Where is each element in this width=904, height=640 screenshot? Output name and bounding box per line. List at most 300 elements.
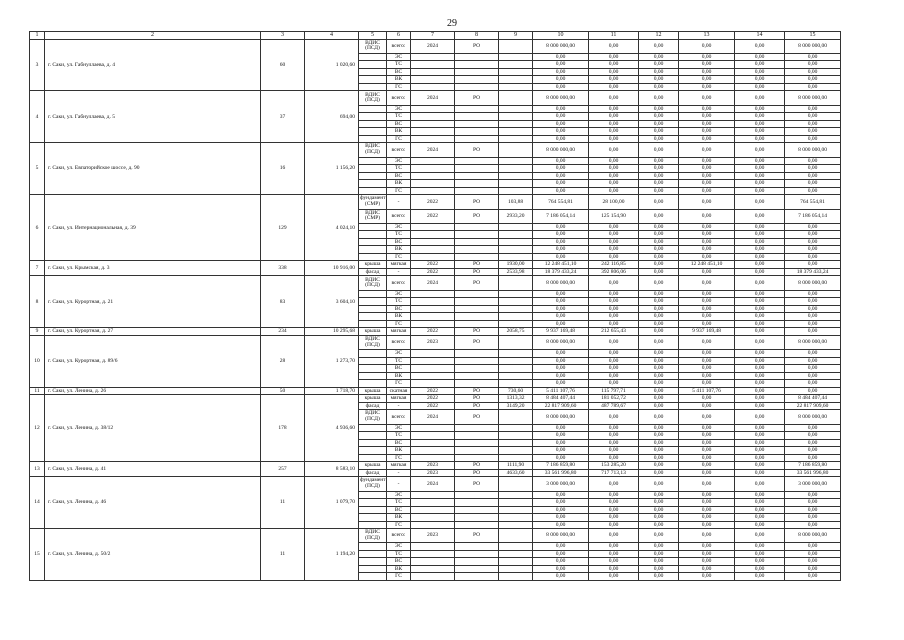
- col-9-value: [499, 165, 533, 173]
- header-cell-13: 13: [679, 32, 735, 40]
- col-12-value: 0,00: [639, 372, 679, 380]
- work-type: [359, 231, 387, 239]
- col-14-value: 0,00: [735, 157, 785, 165]
- residents-count: 257: [261, 462, 305, 477]
- col-7-value: [411, 53, 455, 61]
- col-15-value: 7 186 054,14: [785, 209, 841, 223]
- col-6-value: ВС: [387, 68, 411, 76]
- col-6-value: ГС: [387, 573, 411, 581]
- col-12-value: 0,00: [639, 380, 679, 388]
- col-7-value: [411, 380, 455, 388]
- col-12-value: 0,00: [639, 573, 679, 581]
- col-7-value: 2022: [411, 268, 455, 276]
- col-11-value: 0,00: [589, 165, 639, 173]
- col-8-value: [455, 350, 499, 358]
- col-15-value: 0,00: [785, 128, 841, 136]
- col-11-value: 181 052,72: [589, 395, 639, 403]
- col-7-value: 2023: [411, 469, 455, 477]
- col-11-value: 0,00: [589, 477, 639, 491]
- col-10-value: 0,00: [533, 514, 589, 522]
- col-11-value: 0,00: [589, 558, 639, 566]
- col-10-value: 0,00: [533, 447, 589, 455]
- col-13-value: 0,00: [679, 550, 735, 558]
- col-8-value: [455, 506, 499, 514]
- col-8-value: [455, 290, 499, 298]
- col-9-value: [499, 454, 533, 462]
- building-address: г. Саки, ул. Ленина, д. 38/12: [45, 395, 261, 462]
- col-14-value: 0,00: [735, 91, 785, 105]
- col-14-value: 0,00: [735, 39, 785, 53]
- col-8-value: [455, 424, 499, 432]
- col-15-value: 0,00: [785, 439, 841, 447]
- col-11-value: 0,00: [589, 514, 639, 522]
- col-6-value: ВС: [387, 439, 411, 447]
- row-number: 13: [30, 462, 45, 477]
- col-12-value: 0,00: [639, 491, 679, 499]
- col-9-value: [499, 514, 533, 522]
- col-6-value: ГС: [387, 521, 411, 529]
- col-9-value: [499, 380, 533, 388]
- residents-count: 16: [261, 143, 305, 195]
- col-11-value: 0,00: [589, 180, 639, 188]
- building-area: 8 583,10: [305, 462, 359, 477]
- col-10-value: 0,00: [533, 157, 589, 165]
- col-10-value: 0,00: [533, 521, 589, 529]
- col-7-value: [411, 424, 455, 432]
- work-type: фасад: [359, 268, 387, 276]
- col-9-value: [499, 76, 533, 84]
- col-9-value: [499, 113, 533, 121]
- col-7-value: [411, 447, 455, 455]
- work-type: [359, 357, 387, 365]
- col-10-value: 3 000 000,00: [533, 477, 589, 491]
- col-12-value: 0,00: [639, 180, 679, 188]
- col-14-value: 0,00: [735, 573, 785, 581]
- col-10-value: 0,00: [533, 372, 589, 380]
- col-8-value: [455, 372, 499, 380]
- col-7-value: [411, 180, 455, 188]
- col-7-value: [411, 454, 455, 462]
- col-13-value: 0,00: [679, 402, 735, 410]
- col-7-value: [411, 231, 455, 239]
- col-7-value: 2024: [411, 276, 455, 290]
- col-10-value: 8 000 000,00: [533, 39, 589, 53]
- col-11-value: 717 713,13: [589, 469, 639, 477]
- building-address: г. Саки, ул. Крымская, д. 3: [45, 261, 261, 276]
- work-type: фундамент (СМР): [359, 195, 387, 209]
- col-12-value: 0,00: [639, 365, 679, 373]
- col-12-value: 0,00: [639, 550, 679, 558]
- col-13-value: 0,00: [679, 395, 735, 403]
- col-8-value: [455, 113, 499, 121]
- col-6-value: мягкая: [387, 395, 411, 403]
- col-8-value: [455, 565, 499, 573]
- col-6-value: ТС: [387, 499, 411, 507]
- col-13-value: 0,00: [679, 320, 735, 328]
- col-11-value: 0,00: [589, 320, 639, 328]
- col-11-value: 0,00: [589, 61, 639, 69]
- col-7-value: [411, 76, 455, 84]
- work-type: [359, 120, 387, 128]
- col-10-value: 0,00: [533, 61, 589, 69]
- col-7-value: 2022: [411, 261, 455, 269]
- col-7-value: [411, 68, 455, 76]
- col-7-value: [411, 432, 455, 440]
- col-7-value: 2023: [411, 335, 455, 349]
- col-15-value: 0,00: [785, 424, 841, 432]
- building-address: г. Саки, ул. Интернациональная, д. 39: [45, 195, 261, 261]
- row-number: 14: [30, 477, 45, 529]
- col-14-value: 0,00: [735, 454, 785, 462]
- col-7-value: 2024: [411, 91, 455, 105]
- col-14-value: 0,00: [735, 514, 785, 522]
- header-cell-15: 15: [785, 32, 841, 40]
- col-14-value: 0,00: [735, 113, 785, 121]
- col-8-value: [455, 432, 499, 440]
- col-14-value: 0,00: [735, 290, 785, 298]
- col-6-value: -: [387, 195, 411, 209]
- col-11-value: 0,00: [589, 113, 639, 121]
- col-6-value: всего:: [387, 335, 411, 349]
- col-12-value: 0,00: [639, 276, 679, 290]
- col-15-value: 22 817 909,60: [785, 402, 841, 410]
- table-row: [30, 143, 841, 157]
- col-6-value: -: [387, 469, 411, 477]
- col-12-value: 0,00: [639, 454, 679, 462]
- col-11-value: 0,00: [589, 253, 639, 261]
- col-7-value: [411, 558, 455, 566]
- work-type: [359, 105, 387, 113]
- header-row: [30, 32, 841, 40]
- col-8-value: [455, 357, 499, 365]
- col-11-value: 0,00: [589, 543, 639, 551]
- col-9-value: [499, 313, 533, 321]
- col-6-value: ВС: [387, 305, 411, 313]
- col-13-value: 0,00: [679, 469, 735, 477]
- col-6-value: ГС: [387, 380, 411, 388]
- col-14-value: 0,00: [735, 477, 785, 491]
- work-type: ВДИС (ПСД): [359, 91, 387, 105]
- col-9-value: 1111,90: [499, 462, 533, 470]
- col-13-value: 0,00: [679, 172, 735, 180]
- work-type: [359, 506, 387, 514]
- col-8-value: [455, 83, 499, 91]
- col-6-value: ЭС: [387, 290, 411, 298]
- residents-count: 11: [261, 477, 305, 529]
- col-14-value: 0,00: [735, 61, 785, 69]
- header-cell-14: 14: [735, 32, 785, 40]
- col-9-value: [499, 276, 533, 290]
- col-6-value: ГС: [387, 320, 411, 328]
- col-14-value: 0,00: [735, 128, 785, 136]
- col-12-value: 0,00: [639, 157, 679, 165]
- col-8-value: РО: [455, 91, 499, 105]
- col-8-value: [455, 514, 499, 522]
- col-15-value: 0,00: [785, 565, 841, 573]
- col-15-value: 0,00: [785, 290, 841, 298]
- col-13-value: 0,00: [679, 83, 735, 91]
- col-10-value: 0,00: [533, 380, 589, 388]
- col-9-value: [499, 305, 533, 313]
- building-address: г. Саки, ул. Ленина, д. 46: [45, 477, 261, 529]
- col-11-value: 392 806,06: [589, 268, 639, 276]
- col-14-value: 0,00: [735, 328, 785, 336]
- col-7-value: [411, 105, 455, 113]
- col-13-value: 0,00: [679, 462, 735, 470]
- col-8-value: [455, 157, 499, 165]
- col-11-value: 0,00: [589, 357, 639, 365]
- header-cell-9: 9: [499, 32, 533, 40]
- col-15-value: 0,00: [785, 328, 841, 336]
- col-14-value: 0,00: [735, 53, 785, 61]
- col-15-value: 0,00: [785, 120, 841, 128]
- col-10-value: 33 561 996,80: [533, 469, 589, 477]
- col-7-value: [411, 120, 455, 128]
- col-9-value: [499, 172, 533, 180]
- col-8-value: [455, 246, 499, 254]
- col-10-value: 0,00: [533, 290, 589, 298]
- col-10-value: 0,00: [533, 83, 589, 91]
- col-13-value: 0,00: [679, 157, 735, 165]
- col-12-value: 0,00: [639, 268, 679, 276]
- col-12-value: 0,00: [639, 432, 679, 440]
- col-13-value: 0,00: [679, 439, 735, 447]
- col-14-value: 0,00: [735, 276, 785, 290]
- col-8-value: РО: [455, 268, 499, 276]
- col-10-value: 0,00: [533, 558, 589, 566]
- col-11-value: 0,00: [589, 410, 639, 424]
- col-11-value: 0,00: [589, 143, 639, 157]
- col-11-value: 0,00: [589, 157, 639, 165]
- col-7-value: [411, 350, 455, 358]
- col-11-value: 0,00: [589, 550, 639, 558]
- col-12-value: 0,00: [639, 298, 679, 306]
- col-8-value: РО: [455, 276, 499, 290]
- col-7-value: [411, 499, 455, 507]
- work-type: [359, 61, 387, 69]
- col-10-value: 0,00: [533, 439, 589, 447]
- col-14-value: 0,00: [735, 491, 785, 499]
- col-12-value: 0,00: [639, 320, 679, 328]
- col-10-value: 0,00: [533, 113, 589, 121]
- col-6-value: ВК: [387, 565, 411, 573]
- col-9-value: [499, 543, 533, 551]
- col-8-value: [455, 439, 499, 447]
- col-7-value: [411, 128, 455, 136]
- col-8-value: РО: [455, 402, 499, 410]
- col-6-value: ТС: [387, 231, 411, 239]
- col-15-value: 0,00: [785, 365, 841, 373]
- table-row: [30, 276, 841, 290]
- col-12-value: 0,00: [639, 565, 679, 573]
- table-row: [30, 529, 841, 543]
- col-10-value: 8 000 000,00: [533, 410, 589, 424]
- col-6-value: скатная: [387, 387, 411, 395]
- col-15-value: 0,00: [785, 223, 841, 231]
- col-14-value: 0,00: [735, 506, 785, 514]
- col-10-value: 5 411 107,76: [533, 387, 589, 395]
- col-8-value: [455, 558, 499, 566]
- col-14-value: 0,00: [735, 380, 785, 388]
- col-8-value: [455, 135, 499, 143]
- col-13-value: 0,00: [679, 305, 735, 313]
- col-8-value: [455, 313, 499, 321]
- col-6-value: ВС: [387, 172, 411, 180]
- col-10-value: 12 248 451,10: [533, 261, 589, 269]
- building-area: 1 079,70: [305, 477, 359, 529]
- header-cell-6: 6: [387, 32, 411, 40]
- col-9-value: [499, 105, 533, 113]
- col-11-value: 0,00: [589, 128, 639, 136]
- col-7-value: 2023: [411, 529, 455, 543]
- col-6-value: ВС: [387, 365, 411, 373]
- col-13-value: 0,00: [679, 357, 735, 365]
- work-type: [359, 424, 387, 432]
- col-11-value: 0,00: [589, 454, 639, 462]
- header-cell-8: 8: [455, 32, 499, 40]
- col-13-value: 0,00: [679, 165, 735, 173]
- col-10-value: 0,00: [533, 350, 589, 358]
- col-6-value: мягкая: [387, 328, 411, 336]
- col-7-value: 2024: [411, 410, 455, 424]
- col-10-value: 0,00: [533, 298, 589, 306]
- work-type: ВДИС (ПСД): [359, 276, 387, 290]
- col-6-value: ЭС: [387, 424, 411, 432]
- col-9-value: [499, 128, 533, 136]
- col-10-value: 0,00: [533, 550, 589, 558]
- col-7-value: [411, 320, 455, 328]
- col-14-value: 0,00: [735, 209, 785, 223]
- work-type: [359, 491, 387, 499]
- col-9-value: [499, 410, 533, 424]
- header-cell-7: 7: [411, 32, 455, 40]
- col-9-value: [499, 573, 533, 581]
- col-14-value: 0,00: [735, 335, 785, 349]
- header-cell-12: 12: [639, 32, 679, 40]
- col-15-value: 0,00: [785, 357, 841, 365]
- table-body: [30, 32, 841, 581]
- header-cell-3: 3: [261, 32, 305, 40]
- col-10-value: 0,00: [533, 246, 589, 254]
- col-10-value: 0,00: [533, 320, 589, 328]
- col-9-value: [499, 68, 533, 76]
- col-14-value: 0,00: [735, 305, 785, 313]
- col-13-value: 0,00: [679, 335, 735, 349]
- col-14-value: 0,00: [735, 499, 785, 507]
- col-8-value: [455, 53, 499, 61]
- work-type: [359, 543, 387, 551]
- col-13-value: 0,00: [679, 506, 735, 514]
- col-12-value: 0,00: [639, 469, 679, 477]
- col-14-value: 0,00: [735, 195, 785, 209]
- col-13-value: 0,00: [679, 187, 735, 195]
- col-14-value: 0,00: [735, 439, 785, 447]
- col-15-value: 0,00: [785, 105, 841, 113]
- col-9-value: [499, 550, 533, 558]
- work-type: [359, 372, 387, 380]
- col-6-value: ВК: [387, 514, 411, 522]
- col-10-value: 7 186 054,14: [533, 209, 589, 223]
- col-11-value: 0,00: [589, 298, 639, 306]
- col-10-value: 0,00: [533, 238, 589, 246]
- col-12-value: 0,00: [639, 395, 679, 403]
- col-15-value: 7 186 859,80: [785, 462, 841, 470]
- col-7-value: [411, 83, 455, 91]
- work-type: крыша: [359, 462, 387, 470]
- building-address: г. Саки, ул. Габнуллаева, д. 5: [45, 91, 261, 143]
- col-13-value: 0,00: [679, 128, 735, 136]
- col-15-value: 0,00: [785, 550, 841, 558]
- col-9-value: [499, 253, 533, 261]
- col-11-value: 0,00: [589, 68, 639, 76]
- col-7-value: [411, 223, 455, 231]
- work-type: [359, 83, 387, 91]
- col-12-value: 0,00: [639, 105, 679, 113]
- col-12-value: 0,00: [639, 313, 679, 321]
- col-15-value: 8 000 000,00: [785, 410, 841, 424]
- col-15-value: 33 561 996,80: [785, 469, 841, 477]
- residents-count: 234: [261, 328, 305, 336]
- col-10-value: 8 000 000,00: [533, 91, 589, 105]
- work-type: [359, 499, 387, 507]
- col-13-value: 0,00: [679, 558, 735, 566]
- residents-count: 83: [261, 276, 305, 328]
- row-number: 5: [30, 143, 45, 195]
- col-15-value: 0,00: [785, 573, 841, 581]
- col-9-value: [499, 424, 533, 432]
- col-14-value: 0,00: [735, 372, 785, 380]
- col-8-value: [455, 365, 499, 373]
- work-type: ВДИС (ПСД): [359, 410, 387, 424]
- col-12-value: 0,00: [639, 462, 679, 470]
- col-14-value: 0,00: [735, 387, 785, 395]
- col-8-value: РО: [455, 395, 499, 403]
- col-6-value: мягкая: [387, 261, 411, 269]
- col-11-value: 0,00: [589, 246, 639, 254]
- col-14-value: 0,00: [735, 231, 785, 239]
- col-13-value: 0,00: [679, 39, 735, 53]
- col-11-value: 0,00: [589, 313, 639, 321]
- col-9-value: [499, 290, 533, 298]
- col-15-value: 0,00: [785, 499, 841, 507]
- col-7-value: [411, 172, 455, 180]
- col-11-value: 0,00: [589, 521, 639, 529]
- work-type: ВДИС (ПСД): [359, 335, 387, 349]
- col-9-value: [499, 372, 533, 380]
- header-cell-2: 2: [45, 32, 261, 40]
- col-12-value: 0,00: [639, 187, 679, 195]
- col-11-value: 0,00: [589, 187, 639, 195]
- work-type: крыша: [359, 261, 387, 269]
- col-15-value: 0,00: [785, 180, 841, 188]
- col-6-value: ЭС: [387, 105, 411, 113]
- work-type: [359, 135, 387, 143]
- work-type: ВДИС (ПСД): [359, 143, 387, 157]
- col-13-value: 0,00: [679, 573, 735, 581]
- col-6-value: ТС: [387, 550, 411, 558]
- row-number: 15: [30, 529, 45, 581]
- col-10-value: 0,00: [533, 454, 589, 462]
- col-15-value: 18 379 433,24: [785, 268, 841, 276]
- col-8-value: РО: [455, 477, 499, 491]
- col-7-value: [411, 372, 455, 380]
- col-6-value: ГС: [387, 454, 411, 462]
- col-15-value: 0,00: [785, 83, 841, 91]
- col-11-value: 0,00: [589, 172, 639, 180]
- col-11-value: 0,00: [589, 424, 639, 432]
- residents-count: 178: [261, 395, 305, 462]
- col-11-value: 0,00: [589, 439, 639, 447]
